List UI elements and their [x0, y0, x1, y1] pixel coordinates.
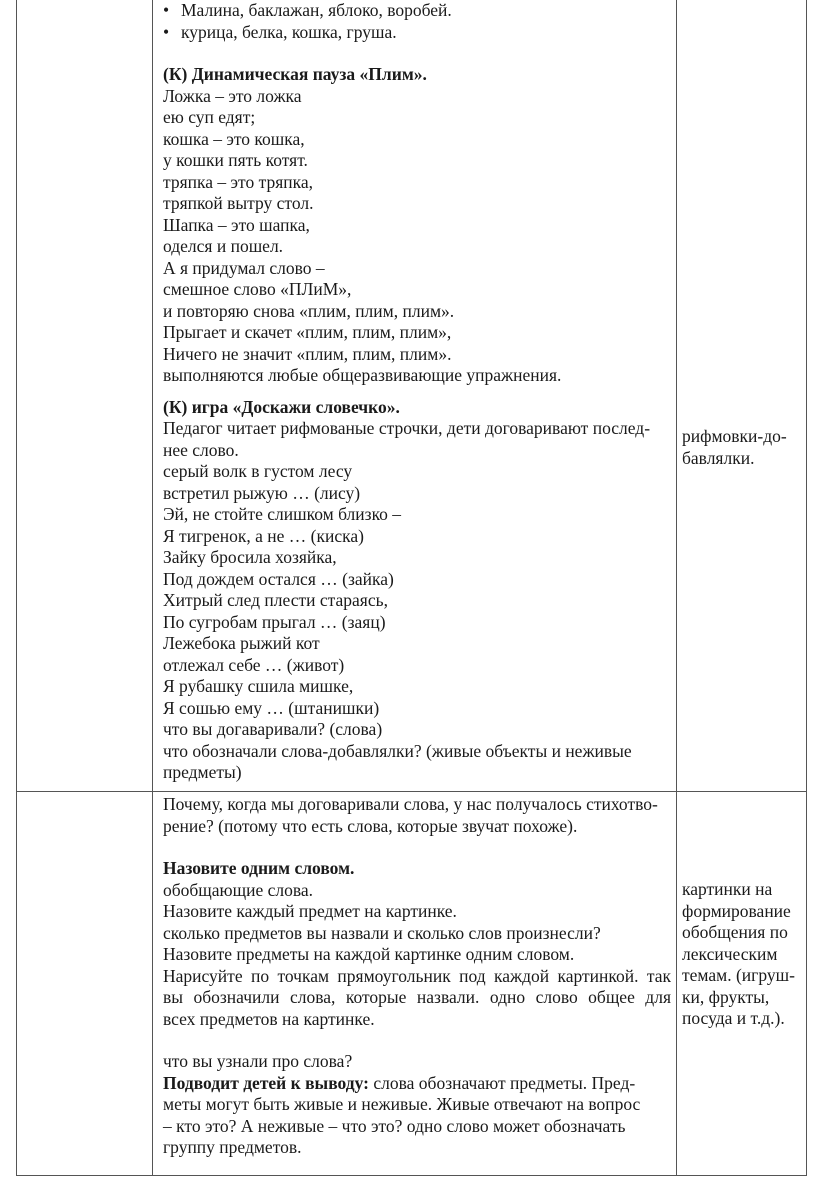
game-block: [163, 418, 671, 784]
text-line: встретил рыжую … (лису): [163, 482, 361, 503]
text-line: оделся и пошел.: [163, 236, 284, 256]
text-line: меты могут быть живые и неживые. Живые отвечают на вопрос: [163, 1094, 641, 1114]
side-note-line: темам. (игруш-: [682, 965, 795, 985]
text-line: что вы узнали про слова?: [163, 1051, 353, 1071]
text-line: тряпка – это тряпка,: [163, 171, 313, 192]
row1-side-cell: [682, 426, 802, 469]
side-note-line: ки, фрукты,: [682, 986, 770, 1007]
text-line: всех предметов на картинке.: [163, 1008, 375, 1029]
text-line: Назовите предметы на каждой картинке одним словом.: [163, 944, 575, 964]
text-line: сколько предметов вы назвали и сколько слов произнесли?: [163, 922, 601, 943]
table-border-left: [16, 0, 17, 1176]
text-line: Хитрый след плести стараясь,: [163, 590, 388, 610]
text-line: тряпкой вытру стол.: [163, 193, 314, 213]
text-line: что вы догаваривали? (слова): [163, 719, 383, 739]
text-line: Прыгает и скачет «плим, плим, плим»,: [163, 322, 452, 342]
text-line: Педагог читает рифмованые строчки, дети договаривают послед-: [163, 418, 651, 438]
bullet-icon: •: [163, 0, 170, 20]
table-border-bottom: [16, 1175, 807, 1176]
text-line: рение? (потому что есть слова, которые звучат похоже).: [163, 815, 578, 836]
table-column-divider-1: [152, 0, 153, 1176]
text-line: По сугробам прыгал … (заяц): [163, 611, 386, 632]
text-line: Ложка – это ложка: [163, 85, 302, 106]
text-line: смешное слово «ПЛиМ»,: [163, 279, 352, 299]
text-line: у кошки пять котят.: [163, 150, 308, 170]
text-line: отлежал себе … (живот): [163, 654, 345, 675]
text-line: Я рубашку сшила мишке,: [163, 676, 354, 696]
side-note-line: картинки на: [682, 879, 773, 899]
text-line: обобщающие слова.: [163, 879, 314, 900]
text-line: Нарисуйте по точкам прямоугольник под каждой картинкой. так: [163, 965, 671, 986]
side-note-line: посуда и т.д.).: [682, 1008, 785, 1028]
text-line: Шапка – это шапка,: [163, 214, 310, 235]
text-line: Назовите каждый предмет на картинке.: [163, 901, 457, 921]
text-line: Зайку бросила хозяйка,: [163, 547, 337, 567]
row1-main-cell: [163, 0, 671, 784]
text-line: Лежебока рыжий кот: [163, 633, 320, 653]
table-row-divider: [16, 791, 807, 792]
side-note-line: рифмовки-до-: [682, 426, 787, 446]
section-heading: Назовите одним словом.: [163, 858, 355, 878]
text-line: Почему, когда мы договаривали слова, у нас получалось стихотво-: [163, 794, 658, 814]
side-note-line: лексическим: [682, 943, 778, 964]
text-line: вы обозначили слова, которые назвали. одно слово общее для: [163, 987, 671, 1007]
conclusion-text: слова обозначают предметы. Пред-: [368, 1072, 636, 1093]
table-border-right: [806, 0, 807, 1176]
text-line: – кто это? А неживые – что это? одно слово может обозначать: [163, 1115, 626, 1136]
bullet-item: • курица, белка, кошка, груша.: [163, 21, 397, 42]
text-line: что обозначали слова-добавлялки? (живые объекты и неживые: [163, 740, 632, 761]
poem-block: [163, 86, 671, 387]
conclusion-label: Подводит детей к выводу:: [163, 1072, 369, 1093]
side-note-line: формирование: [682, 900, 791, 921]
text-line: выполняются любые общеразвивающие упражнения.: [163, 365, 562, 385]
text-line: предметы): [163, 762, 242, 782]
conclusion-line: [163, 1073, 671, 1095]
side-note-line: обобщения по: [682, 922, 788, 942]
text-line: А я придумал слово –: [163, 257, 325, 278]
text-line: Я тигренок, а не … (киска): [163, 525, 364, 546]
bullet-icon: •: [163, 21, 170, 42]
text-line: Я сошью ему … (штанишки): [163, 697, 380, 718]
section-heading: (К) игра «Доскажи словечко».: [163, 396, 400, 417]
text-line: Ничего не значит «плим, плим, плим».: [163, 343, 452, 364]
text-line: группу предметов.: [163, 1137, 302, 1157]
side-note-line: бавлялки.: [682, 447, 755, 468]
text-line: серый волк в густом лесу: [163, 461, 353, 481]
section-heading: (К) Динамическая пауза «Плим».: [163, 64, 427, 84]
table-column-divider-2: [676, 0, 677, 1176]
text-line: нее слово.: [163, 439, 239, 460]
row2-side-cell: [682, 879, 802, 1030]
text-line: кошка – это кошка,: [163, 128, 305, 149]
text-line: ею суп едят;: [163, 107, 256, 127]
text-line: и повторяю снова «плим, плим, плим».: [163, 300, 455, 321]
text-line: Под дождем остался … (зайка): [163, 568, 394, 589]
bullet-item: • Малина, баклажан, яблоко, воробей.: [163, 0, 452, 20]
text-line: Эй, не стойте слишком близко –: [163, 504, 402, 524]
row2-main-cell: [163, 794, 671, 1159]
